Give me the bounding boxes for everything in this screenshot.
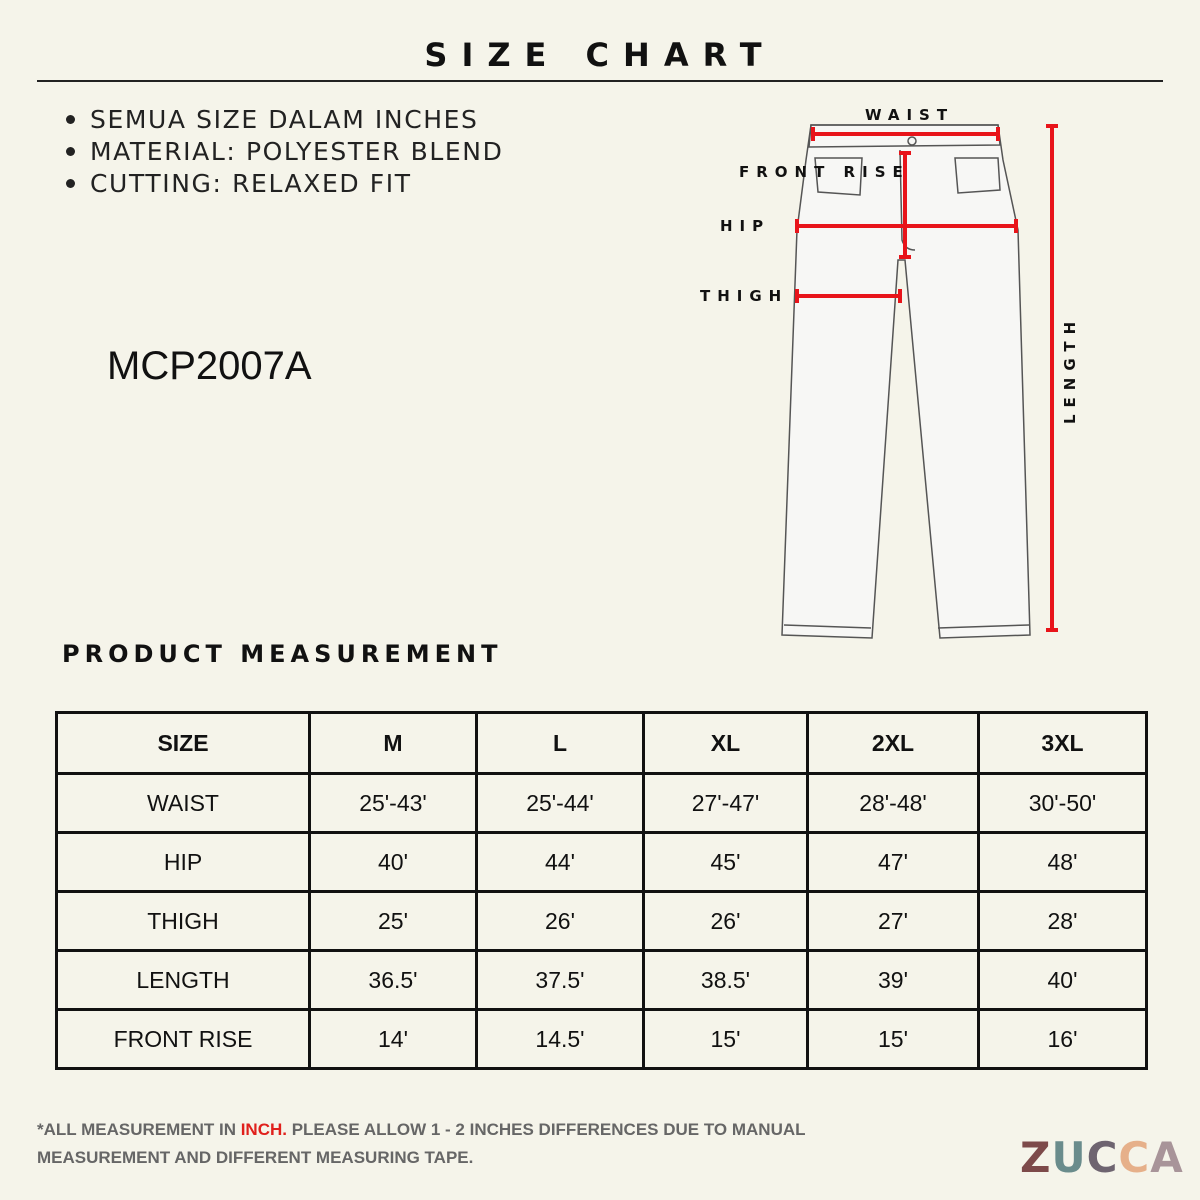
header-cell: 3XL <box>979 713 1147 774</box>
logo-letter: Z <box>1020 1133 1052 1182</box>
table-cell: 16' <box>979 1010 1147 1069</box>
table-cell: 45' <box>644 833 808 892</box>
logo-letter: U <box>1051 1133 1087 1182</box>
table-cell: 26' <box>477 892 644 951</box>
table-row <box>57 1010 1147 1069</box>
waist-label: WAIST <box>865 106 955 124</box>
footer-highlight: INCH. <box>240 1120 287 1139</box>
footer-text: *ALL MEASUREMENT IN <box>37 1120 241 1139</box>
size-table <box>55 711 1148 1070</box>
table-cell: 15' <box>644 1010 808 1069</box>
length-label: LENGTH <box>1061 314 1079 424</box>
row-label: FRONT RISE <box>57 1010 310 1069</box>
table-cell: 40' <box>310 833 477 892</box>
footer-note <box>37 1116 806 1172</box>
table-cell: 44' <box>477 833 644 892</box>
table-cell: 28' <box>979 892 1147 951</box>
table-cell: 25' <box>310 892 477 951</box>
table-header-row <box>57 713 1147 774</box>
footer-text: PLEASE ALLOW 1 - 2 INCHES DIFFERENCES DUE TO MANUAL <box>286 1120 806 1139</box>
thigh-label: THIGH <box>700 287 789 305</box>
page-title: SIZE CHART <box>424 36 776 74</box>
row-label: WAIST <box>57 774 310 833</box>
header-cell: XL <box>644 713 808 774</box>
table-cell: 25'-44' <box>477 774 644 833</box>
table-cell: 36.5' <box>310 951 477 1010</box>
table-cell: 37.5' <box>477 951 644 1010</box>
table-cell: 14.5' <box>477 1010 644 1069</box>
table-cell: 30'-50' <box>979 774 1147 833</box>
table-cell: 39' <box>808 951 979 1010</box>
table-cell: 27' <box>808 892 979 951</box>
table-cell: 40' <box>979 951 1147 1010</box>
table-row <box>57 892 1147 951</box>
row-label: THIGH <box>57 892 310 951</box>
product-code: MCP2007A <box>107 344 312 388</box>
table-cell: 38.5' <box>644 951 808 1010</box>
table-row <box>57 774 1147 833</box>
row-label: HIP <box>57 833 310 892</box>
logo-letter: C <box>1086 1133 1119 1182</box>
table-cell: 47' <box>808 833 979 892</box>
table-row <box>57 833 1147 892</box>
table-cell: 15' <box>808 1010 979 1069</box>
logo-letter: A <box>1150 1133 1184 1182</box>
section-title: PRODUCT MEASUREMENT <box>62 640 503 668</box>
table-cell: 14' <box>310 1010 477 1069</box>
table-cell: 25'-43' <box>310 774 477 833</box>
note-item: SEMUA SIZE DALAM INCHES <box>66 104 503 136</box>
table-cell: 26' <box>644 892 808 951</box>
header-cell: M <box>310 713 477 774</box>
footer-text: MEASUREMENT AND DIFFERENT MEASURING TAPE. <box>37 1148 474 1167</box>
header-cell: 2XL <box>808 713 979 774</box>
row-label: LENGTH <box>57 951 310 1010</box>
front-rise-label: FRONT RISE <box>739 163 910 181</box>
hip-label: HIP <box>720 217 771 235</box>
note-item: CUTTING: RELAXED FIT <box>66 168 503 200</box>
header-cell: SIZE <box>57 713 310 774</box>
table-row <box>57 951 1147 1010</box>
header-cell: L <box>477 713 644 774</box>
note-item: MATERIAL: POLYESTER BLEND <box>66 136 503 168</box>
brand-logo <box>1020 1133 1184 1182</box>
table-cell: 27'-47' <box>644 774 808 833</box>
table-cell: 48' <box>979 833 1147 892</box>
logo-letter: C <box>1118 1133 1151 1182</box>
table-cell: 28'-48' <box>808 774 979 833</box>
